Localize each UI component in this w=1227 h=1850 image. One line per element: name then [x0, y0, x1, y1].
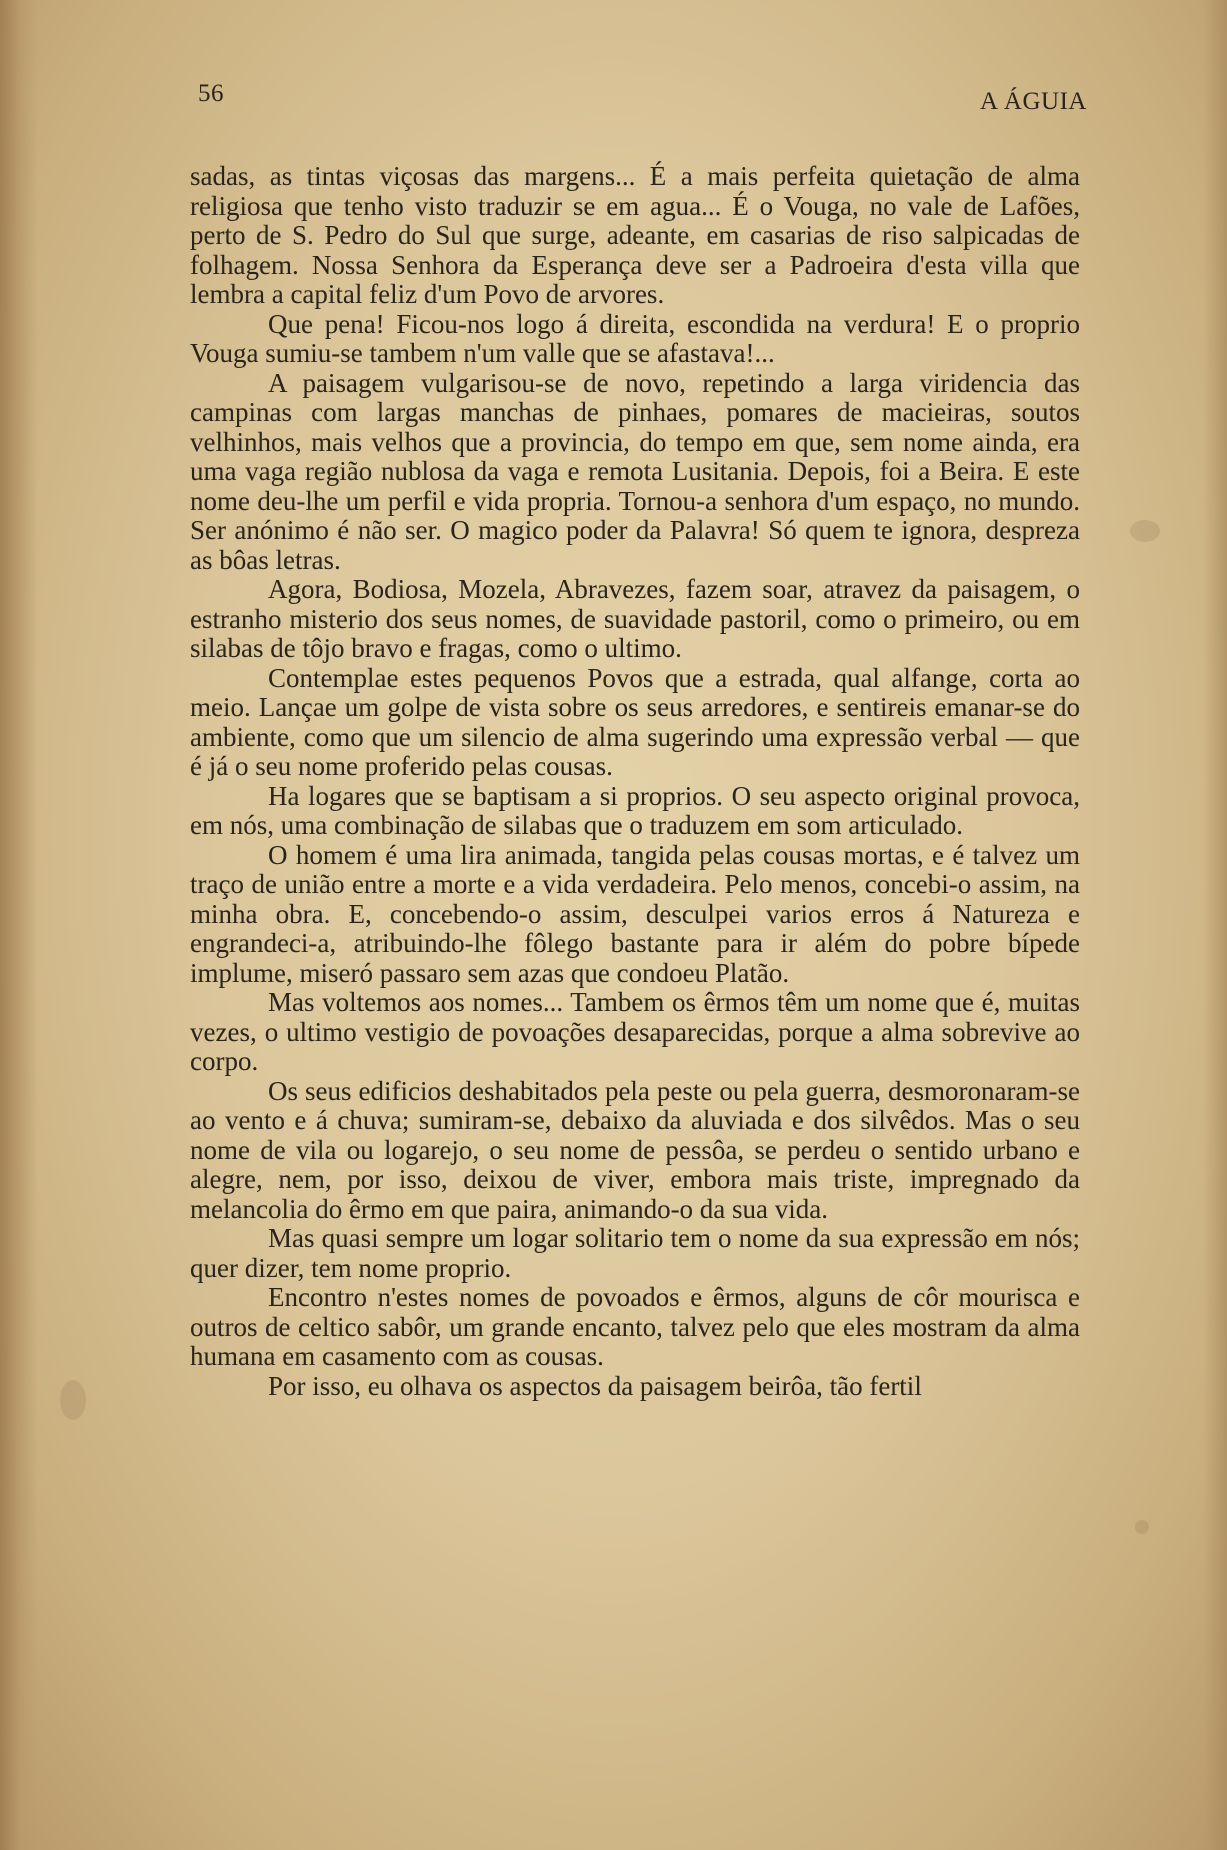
paragraph: Por isso, eu olhava os aspectos da paisagem beirôa, tão fertil: [268, 1370, 922, 1401]
paragraph: Contemplae estes pequenos Povos que a estrada, qual alfange, corta ao meio. Lançae um golpe de vista sobre os seus arredores, e sentireis emanar-se do ambiente, como que um silencio de alma sugerindo uma expressão verbal — que é já o seu nome proferido pelas cousas.: [190, 662, 1080, 781]
paragraph: Os seus edificios deshabitados pela peste ou pela guerra, desmoronaram-se ao vento e á chuva; sumiram-se, debaixo da aluviada e dos silvêdos. Mas o seu nome de vila ou logarejo, o seu nome de pessôa, se perdeu o sentido urbano e alegre, nem, por isso, deixou de viver, embora mais triste, impregnado da melancolia do êrmo em que paira, animando-o da sua vida.: [190, 1075, 1080, 1224]
paragraph: sadas, as tintas viçosas das margens... É a mais perfeita quietação de alma religiosa que tenho visto traduzir se em agua... É o Vouga, no vale de Lafões, perto de S. Pedro do Sul que surge, adeante, em casarias de riso salpicadas de folhagem. Nossa Senhora da Esperança deve ser a Padroeira d'esta villa que lembra a capital feliz d'um Povo de arvores.: [190, 161, 1080, 309]
running-title: A ÁGUIA: [980, 88, 1087, 115]
paragraph: Ha logares que se baptisam a si proprios. O seu aspecto original provoca, em nós, uma combinação de silabas que o traduzem em som articulado.: [190, 780, 1080, 840]
paper-stain: [1135, 1520, 1149, 1534]
paper-stain: [1130, 520, 1160, 542]
paragraph: Mas quasi sempre um logar solitario tem o nome da sua expressão em nós; quer dizer, tem nome proprio.: [190, 1223, 1080, 1283]
page-number: 56: [198, 80, 224, 107]
paragraph: Agora, Bodiosa, Mozela, Abravezes, fazem soar, atravez da paisagem, o estranho misterio dos seus nomes, de suavidade pastoril, como o primeiro, ou em silabas de tôjo bravo e fragas, como o ultimo.: [190, 574, 1080, 663]
page-edge-shadow-right: [1203, 0, 1227, 1850]
paragraph: O homem é uma lira animada, tangida pelas cousas mortas, e é talvez um traço de união entre a morte e a vida verdadeira. Pelo menos, concebi-o assim, na minha obra. E, concebendo-o assim, desculpei varios erros á Natureza e engrandeci-a, atribuindo-lhe fôlego bastante para ir além do pobre bípede implume, miseró passaro sem azas que condoeu Platão.: [190, 839, 1080, 988]
paragraph: Encontro n'estes nomes de povoados e êrmos, alguns de côr mourisca e outros de celtico sabôr, um grande encanto, talvez pelo que eles mostram da alma humana em casamento com as cousas.: [190, 1282, 1080, 1371]
paper-stain: [60, 1380, 86, 1420]
page-edge-shadow-left: [0, 0, 38, 1850]
paragraph: Que pena! Ficou-nos logo á direita, escondida na verdura! E o proprio Vouga sumiu-se tambem n'um valle que se afastava!...: [190, 308, 1080, 368]
body-text: [190, 162, 1080, 1401]
paragraph: Mas voltemos aos nomes... Tambem os êrmos têm um nome que é, muitas vezes, o ultimo vestigio de povoações desaparecidas, porque a alma sobrevive ao corpo.: [190, 987, 1080, 1076]
paragraph: A paisagem vulgarisou-se de novo, repetindo a larga viridencia das campinas com largas manchas de pinhaes, pomares de macieiras, soutos velhinhos, mais velhos que a provincia, do tempo em que, sem nome ainda, era uma vaga região nublosa da vaga e remota Lusitania. Depois, foi a Beira. E este nome deu-lhe um perfil e vida propria. Tornou-a senhora d'um espaço, no mundo. Ser anónimo é não ser. O magico poder da Palavra! Só quem te ignora, despreza as bôas letras.: [190, 367, 1080, 575]
